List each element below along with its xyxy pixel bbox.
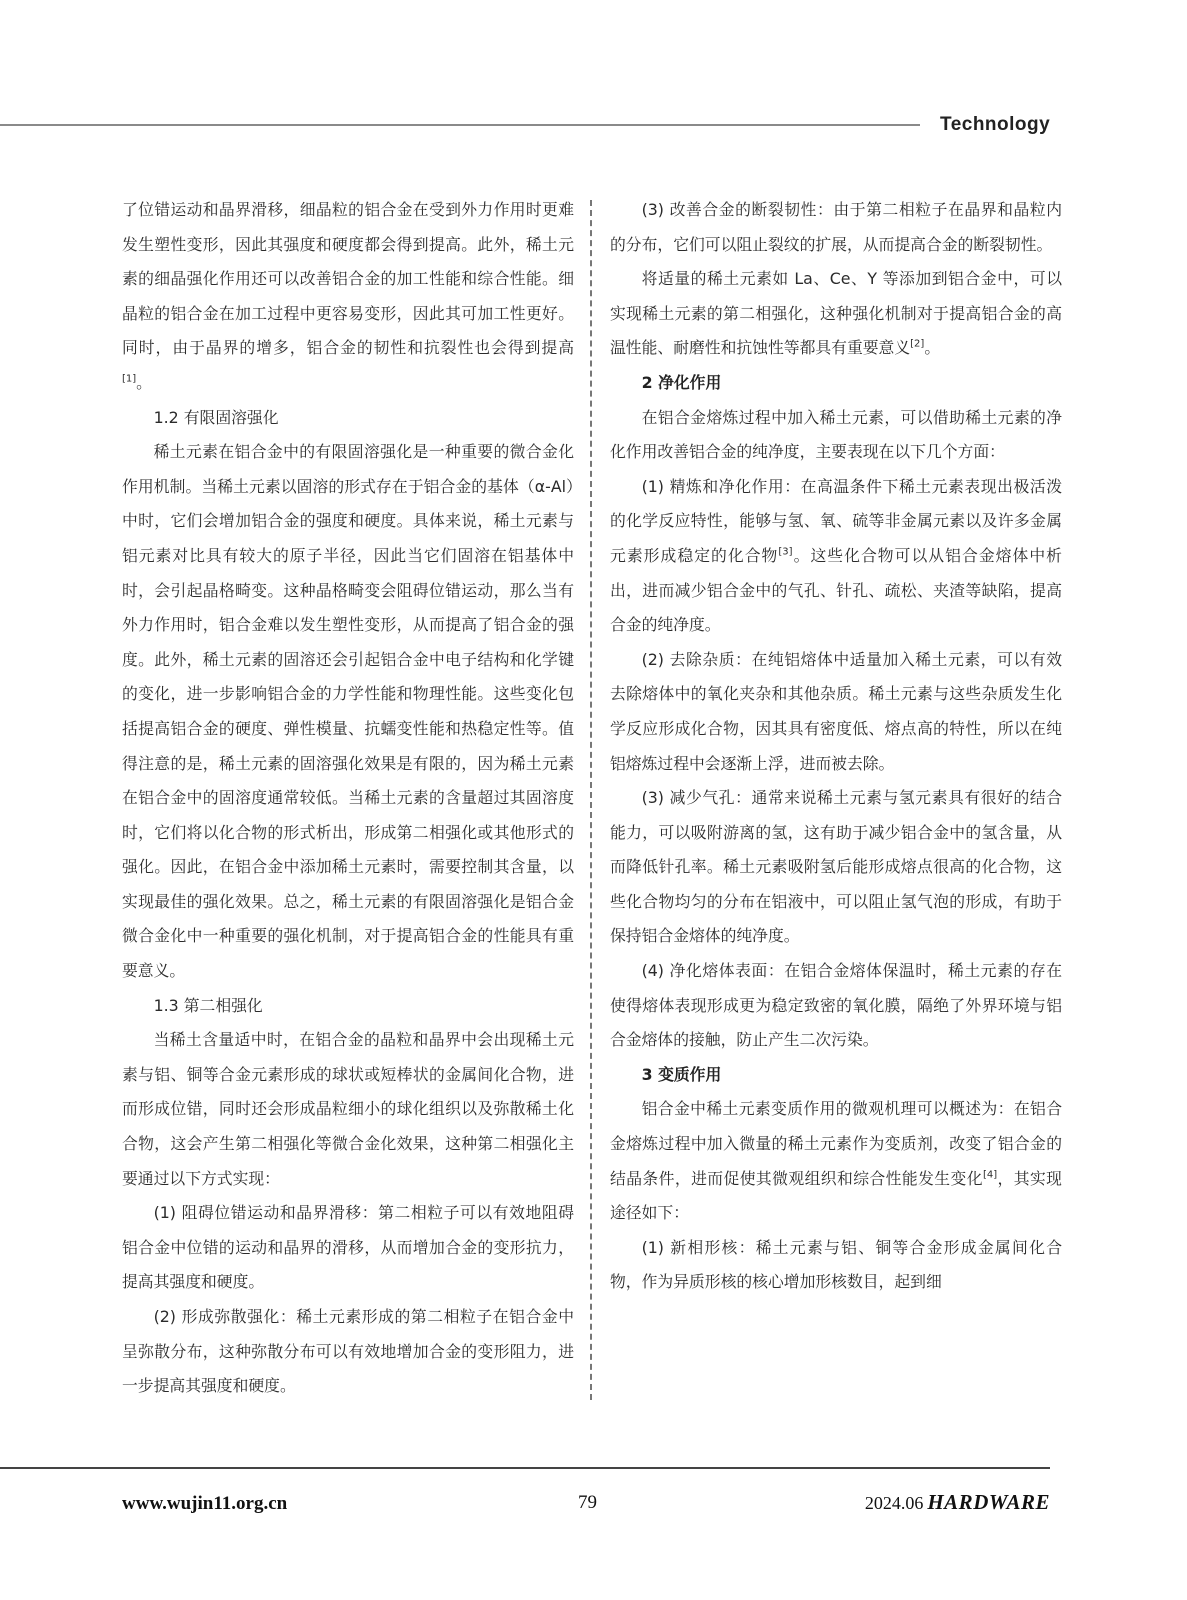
- footer-url[interactable]: www.wujin11.org.cn: [122, 1493, 288, 1514]
- section-heading: 3 变质作用: [641, 1064, 722, 1084]
- paragraph-text: ，其实现途径如下：: [610, 1168, 1062, 1223]
- right-column: [610, 193, 1062, 1300]
- paragraph-text: 。: [924, 338, 941, 358]
- section-heading: 2 净化作用: [641, 372, 722, 392]
- footer-issue: [865, 1490, 1050, 1515]
- citation: [2]: [910, 339, 925, 351]
- paragraph: 当稀土含量适中时，在铝合金的晶粒和晶界中会出现稀土元素与铝、铜等合金元素形成的球状或短棒状的金属间化合物，进而形成位错，同时还会形成晶粒细小的球化组织以及弥散稀土化合物，这会产生第二相强化等微合金化效果，这种第二相强化主要通过以下方式实现：: [122, 1030, 574, 1188]
- paragraph: (3) 改善合金的断裂韧性：由于第二相粒子在晶界和晶粒内的分布，它们可以阻止裂纹的扩展，从而提高合金的断裂韧性。: [610, 200, 1062, 254]
- left-column: [122, 193, 574, 1404]
- paragraph: [122, 193, 574, 401]
- paragraph: [610, 470, 1062, 643]
- magazine-name: HARDWARE: [927, 1490, 1050, 1514]
- paragraph-text: 了位错运动和晶界滑移，细晶粒的铝合金在受到外力作用时更难发生塑性变形，因此其强度和硬度都会得到提高。此外，稀土元素的细晶强化作用还可以改善铝合金的加工性能和综合性能。细晶粒的铝合金在加工过程中更容易变形，因此其可加工性更好。同时，由于晶界的增多，铝合金的韧性和抗裂性也会得到提高: [122, 200, 574, 358]
- subsection-heading: 1.3 第二相强化: [153, 995, 263, 1015]
- page-number: 79: [578, 1492, 597, 1513]
- paragraph: (3) 减少气孔：通常来说稀土元素与氢元素具有很好的结合能力，可以吸附游离的氢，这有助于减少铝合金中的氢含量，从而降低针孔率。稀土元素吸附氢后能形成熔点很高的化合物，这些化合物均匀的分布在铝液中，可以阻止氢气泡的形成，有助于保持铝合金熔体的纯净度。: [610, 788, 1062, 946]
- paragraph: (4) 净化熔体表面：在铝合金熔体保温时，稀土元素的存在使得熔体表现形成更为稳定致密的氧化膜，隔绝了外界环境与铝合金熔体的接触，防止产生二次污染。: [610, 961, 1062, 1050]
- subsection-heading: 1.2 有限固溶强化: [153, 407, 279, 427]
- paragraph-text: 。这些化合物可以从铝合金熔体中析出，进而减少铝合金中的气孔、针孔、疏松、夹渣等缺陷，提高合金的纯净度。: [610, 545, 1062, 635]
- section-label: Technology: [940, 114, 1051, 135]
- paragraph: [610, 1092, 1062, 1230]
- paragraph: (2) 去除杂质：在纯铝熔体中适量加入稀土元素，可以有效去除熔体中的氧化夹杂和其他杂质。稀土元素与这些杂质发生化学反应形成化合物，因其具有密度低、熔点高的特性，所以在纯铝熔炼过程中会逐渐上浮，进而被去除。: [610, 649, 1062, 773]
- issue-date: 2024.06: [864, 1493, 924, 1513]
- paragraph: 在铝合金熔炼过程中加入稀土元素，可以借助稀土元素的净化作用改善铝合金的纯净度，主要表现在以下几个方面：: [610, 407, 1062, 462]
- paragraph: (1) 新相形核：稀土元素与铝、铜等合金形成金属间化合物，作为异质形核的核心增加形核数目，起到细: [610, 1237, 1062, 1292]
- paragraph: (1) 阻碍位错运动和晶界滑移：第二相粒子可以有效地阻碍铝合金中位错的运动和晶界的滑移，从而增加合金的变形抗力，提高其强度和硬度。: [122, 1203, 574, 1292]
- citation: [1]: [122, 373, 137, 385]
- paragraph: (2) 形成弥散强化：稀土元素形成的第二相粒子在铝合金中呈弥散分布，这种弥散分布可以有效地增加合金的变形阻力，进一步提高其强度和硬度。: [122, 1307, 574, 1396]
- column-divider: [590, 200, 592, 1400]
- paragraph-text: 将适量的稀土元素如 La、Ce、Y 等添加到铝合金中，可以实现稀土元素的第二相强化，这种强化机制对于提高铝合金的高温性能、耐磨性和抗蚀性等都具有重要意义: [610, 269, 1062, 358]
- header-rule: [0, 124, 920, 126]
- paragraph-text: 。: [136, 372, 152, 392]
- citation: [3]: [778, 546, 793, 558]
- paragraph: 稀土元素在铝合金中的有限固溶强化是一种重要的微合金化作用机制。当稀土元素以固溶的形式存在于铝合金的基体（α-Al）中时，它们会增加铝合金的强度和硬度。具体来说，稀土元素与铝元素对比具有较大的原子半径，因此当它们固溶在铝基体中时，会引起晶格畸变。这种晶格畸变会阻碍位错运动，那么当有外力作用时，铝合金难以发生塑性变形，从而提高了铝合金的强度。此外，稀土元素的固溶还会引起铝合金中电子结构和化学键的变化，进一步影响铝合金的力学性能和物理性能。这些变化包括提高铝合金的硬度、弹性模量、抗蠕变性能和热稳定性等。值得注意的是，稀土元素的固溶强化效果是有限的，因为稀土元素在铝合金中的固溶度通常较低。当稀土元素的含量超过其固溶度时，它们将以化合物的形式析出，形成第二相强化或其他形式的强化。因此，在铝合金中添加稀土元素时，需要控制其含量，以实现最佳的强化效果。总之，稀土元素的有限固溶强化是铝合金微合金化中一种重要的强化机制，对于提高铝合金的性能具有重要意义。: [122, 442, 574, 981]
- paragraph-text: (1) 精炼和净化作用：在高温条件下稀土元素表现出极活泼的化学反应特性，能够与氢、氧、硫等非金属元素以及许多金属元素形成稳定的化合物: [610, 476, 1062, 565]
- footer-rule: [0, 1467, 1050, 1469]
- paragraph-text: 铝合金中稀土元素变质作用的微观机理可以概述为：在铝合金熔炼过程中加入微量的稀土元素作为变质剂，改变了铝合金的结晶条件，进而促使其微观组织和综合性能发生变化: [610, 1099, 1062, 1188]
- paragraph: [610, 262, 1062, 366]
- citation: [4]: [982, 1169, 998, 1181]
